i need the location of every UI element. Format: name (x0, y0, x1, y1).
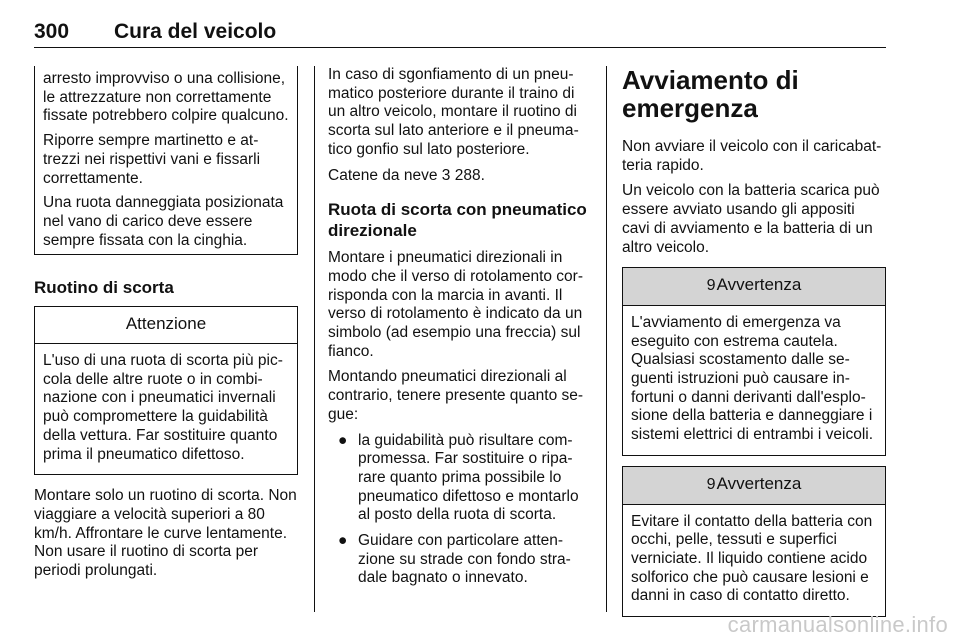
snow-chains-text: Catene da neve (328, 166, 438, 184)
warning-box-1 (622, 267, 886, 456)
no-charger-paragraph: Non avviare il veicolo con il caricabatteria rapido. (622, 138, 882, 174)
warning-icon: 9 (706, 475, 716, 493)
column-divider-2 (606, 66, 607, 612)
spare-wheel-paragraph: Montare solo un ruotino di scorta. Non viaggiare a velocità superiori a 80 km/h. Affrontare le curve lentamente. Non usare il ruotino di scorta per periodi prolungati. (34, 487, 297, 580)
jump-cables-paragraph: Un veicolo con la batteria scarica può essere avviato usando gli appositi cavi di avviamento e la batteria di un altro veicolo. (622, 182, 880, 256)
warning-text-1: L'avviamento di emergenza va eseguito con estrema cautela. Qualsiasi scostamento dalle seguenti istruzioni può causare infortuni o danni derivanti dall'esplosione della batteria e danneggiare i sistemi elettrici di entrambi i veicoli. (631, 313, 874, 444)
bullet-list (328, 432, 594, 589)
box-paragraph: Riporre sempre martinetto e attrezzi nei rispettivi vani e fissarli correttamente. (43, 132, 261, 187)
reverse-mount-paragraph: Montando pneumatici direzionali al contrario, tenere presente quanto segue: (328, 368, 584, 423)
column-divider-1 (314, 66, 315, 612)
warning-title-2 (623, 467, 885, 505)
heading-jump-start: Avviamento di emergenza (622, 65, 799, 123)
attention-text: L'uso di una ruota di scorta più piccola delle altre ruote o in combinazione con i pneumatici invernali può compromettere la guidabilità della vettura. Far sostituire quanto prima il pneumatico difettoso. (43, 352, 283, 463)
bullet-icon: ● (338, 431, 348, 449)
box-paragraph: arresto improvviso o una collisione, le attrezzature non correttamente fissate potrebbero colpire qualcuno. (43, 70, 289, 125)
snow-chains-page: 288. (454, 166, 485, 184)
continued-warning-box (34, 66, 298, 255)
warning-title-1 (623, 268, 885, 306)
attention-title: Attenzione (35, 307, 297, 344)
attention-box (34, 306, 298, 475)
column-1 (34, 66, 298, 588)
arrow-icon: 3 (441, 166, 451, 184)
page-number: 300 (34, 20, 70, 43)
list-item (328, 532, 594, 588)
list-item (328, 432, 594, 526)
warning-title-text: Avvertenza (716, 473, 802, 493)
list-item-text: Guidare con particolare attenzione su strade con fondo stradale bagnato o innevato. (358, 532, 571, 587)
warning-box-2 (622, 466, 886, 617)
directional-paragraph: Montare i pneumatici direzionali in modo che il verso di rotolamento corrisponda con la marcia in avanti. Il verso di rotolamento è indicato da un simbolo (ad esempio una freccia) sul fianco. (328, 249, 584, 360)
box-paragraph: Una ruota danneggiata posizionata nel vano di carico deve essere sempre fissata con la cinghia. (43, 194, 284, 249)
column-2 (328, 66, 594, 595)
towing-paragraph: In caso di sgonfiamento di un pneumatico posteriore durante il traino di un altro veicolo, montare il ruotino di scorta sul lato anteriore e il pneumatico gonfio sul lato posteriore. (328, 66, 579, 158)
heading-spare-wheel: Ruotino di scorta (34, 278, 174, 298)
section-title: Cura del veicolo (114, 20, 277, 43)
bullet-icon: ● (338, 532, 348, 550)
watermark-logo: carmanualsonline.info (727, 612, 948, 637)
snow-chains-ref (328, 167, 594, 186)
list-item-text: la guidabilità può risultare compromessa. Far sostituire o riparare quanto prima possibile lo pneumatico difettoso e montarlo al posto della ruota di scorta. (358, 431, 579, 524)
warning-icon: 9 (706, 277, 716, 295)
column-3 (622, 66, 886, 617)
warning-title-text: Avvertenza (716, 275, 802, 295)
heading-directional-tyre: Ruota di scorta con pneumatico direzionale (328, 200, 587, 241)
header-rule (34, 47, 886, 48)
warning-text-2: Evitare il contatto della batteria con occhi, pelle, tessuti e superfici verniciate. Il liquido contiene acido solforico che può causare lesioni e danni in caso di contatto diretto. (631, 512, 873, 605)
